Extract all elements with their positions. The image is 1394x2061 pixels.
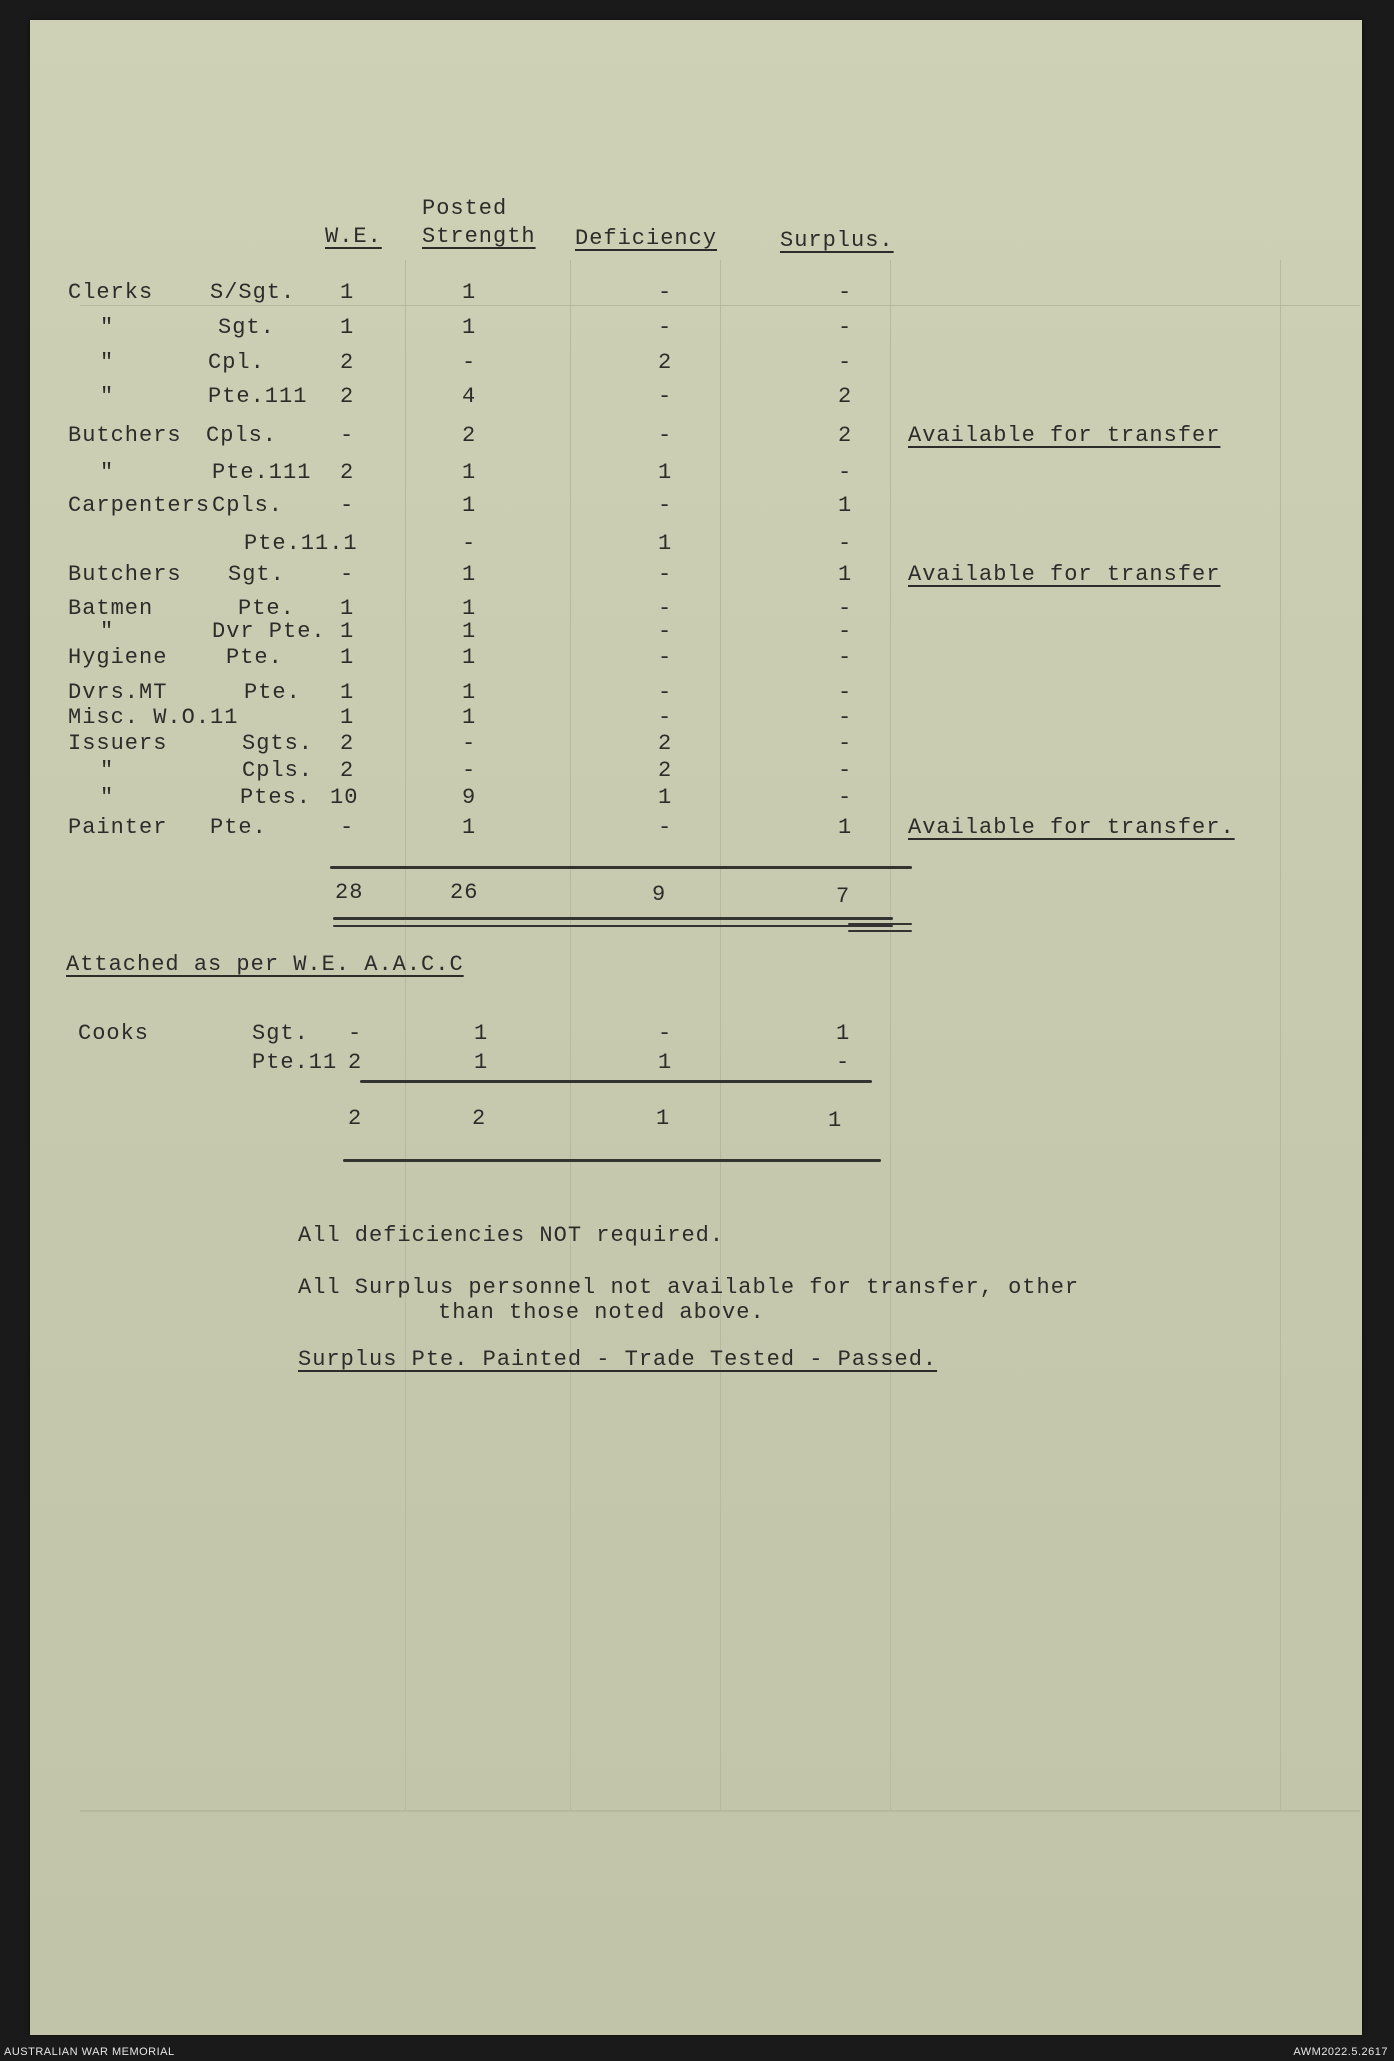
attached-cell-rank: Pte.11 [252,1050,338,1075]
table-cell-we: - [340,423,355,448]
table-cell-we: 1 [340,619,355,644]
table-cell-rank: Pte. [238,596,295,621]
note-deficiencies: All deficiencies NOT required. [298,1223,725,1248]
table-cell-strength: 1 [462,460,477,485]
header-surplus: Surplus. [780,228,894,253]
footer-reference: AWM2022.5.2617 [1293,2046,1388,2058]
table-cell-deficiency: - [658,562,673,587]
table-cell-note: Available for transfer [908,562,1221,587]
table-cell-strength: 2 [462,423,477,448]
table-cell-we: - [340,562,355,587]
table-cell-surplus: - [838,731,853,756]
table-cell-surplus: - [838,531,853,556]
header-posted: Posted [422,196,508,221]
table-cell-surplus: - [838,280,853,305]
attached-cell-deficiency: - [658,1021,673,1046]
note-trade-tested: Surplus Pte. Painted - Trade Tested - Passed. [298,1347,938,1372]
table-cell-we: - [340,493,355,518]
table-cell-strength: 1 [462,680,477,705]
table-cell-strength: 1 [462,705,477,730]
table-cell-deficiency: - [658,423,673,448]
table-cell-strength: 1 [462,596,477,621]
table-cell-we: 1 [340,705,355,730]
table-cell-surplus: - [838,785,853,810]
table-cell-we: - [340,815,355,840]
table-cell-we: 2 [340,731,355,756]
table-cell-trade: Clerks [68,280,154,305]
surplus-double-rule [848,923,912,925]
table-cell-surplus: 2 [838,384,853,409]
table-cell-deficiency: 1 [658,531,673,556]
document-page [30,20,1362,2035]
table-cell-strength: 1 [462,645,477,670]
table-cell-rank: Pte.111 [212,460,312,485]
table-cell-rank: Pte.11.1 [244,531,358,556]
table-cell-strength: 1 [462,619,477,644]
table-cell-rank: Cpls. [212,493,284,518]
table-cell-we: 2 [340,758,355,783]
table-cell-surplus: 1 [838,562,853,587]
table-cell-surplus: 1 [838,815,853,840]
table-cell-we: 1 [340,645,355,670]
table-cell-surplus: - [838,596,853,621]
table-cell-strength: - [462,731,477,756]
table-cell-surplus: - [838,645,853,670]
table-cell-deficiency: 2 [658,350,673,375]
table-cell-surplus: 2 [838,423,853,448]
note-surplus-line-1: All Surplus personnel not available for transfer, other [298,1275,1080,1300]
table-cell-rank: Pte.111 [208,384,308,409]
attached-heading: Attached as per W.E. A.A.C.C [66,952,464,977]
table-cell-we: 1 [340,280,355,305]
table-cell-trade: " [100,619,115,644]
attached-cell-trade: Cooks [78,1021,150,1046]
table-cell-trade: " [100,785,115,810]
table-cell-deficiency: 2 [658,731,673,756]
table-cell-deficiency: - [658,493,673,518]
table-cell-deficiency: 1 [658,785,673,810]
table-cell-deficiency: 1 [658,460,673,485]
table-cell-trade: Dvrs.MT [68,680,168,705]
total-surplus: 7 [836,884,851,909]
table-cell-rank: Dvr Pte. [212,619,326,644]
table-cell-deficiency: - [658,815,673,840]
header-we: W.E. [325,224,382,249]
header-deficiency: Deficiency [575,226,718,251]
table-cell-rank: Sgt. [228,562,285,587]
totals-double-rule-2 [333,925,893,927]
attached-cell-rank: Sgt. [252,1021,309,1046]
attached-totals-rule [360,1080,872,1083]
table-cell-deficiency: - [658,280,673,305]
ghost-column [405,260,406,1810]
table-cell-trade: Butchers [68,562,182,587]
attached-total-strength: 2 [472,1106,487,1131]
table-cell-trade: Misc. W.O.11 [68,705,239,730]
header-strength: Strength [422,224,536,249]
table-cell-deficiency: 2 [658,758,673,783]
table-cell-trade: " [100,315,115,340]
table-cell-trade: Painter [68,815,168,840]
table-cell-deficiency: - [658,384,673,409]
table-cell-surplus: - [838,619,853,644]
table-cell-rank: Cpls. [206,423,278,448]
table-cell-trade: Butchers [68,423,182,448]
attached-bottom-rule [343,1159,881,1162]
total-we: 28 [335,880,364,905]
ghost-column [1280,260,1281,1810]
table-cell-trade: Batmen [68,596,154,621]
table-cell-surplus: - [838,705,853,730]
table-cell-trade: " [100,350,115,375]
attached-total-we: 2 [348,1106,363,1131]
table-cell-rank: S/Sgt. [210,280,296,305]
ghost-rule [80,1810,1360,1812]
table-cell-note: Available for transfer [908,423,1221,448]
table-cell-surplus: - [838,315,853,340]
table-cell-trade: " [100,384,115,409]
note-surplus-line-2: than those noted above. [438,1300,765,1325]
table-cell-trade: Carpenters [68,493,211,518]
table-cell-strength: 1 [462,493,477,518]
table-cell-rank: Sgt. [218,315,275,340]
attached-total-deficiency: 1 [656,1106,671,1131]
table-cell-strength: 1 [462,562,477,587]
table-cell-trade: Issuers [68,731,168,756]
attached-cell-strength: 1 [474,1021,489,1046]
attached-total-surplus: 1 [828,1108,843,1133]
table-cell-deficiency: - [658,619,673,644]
ghost-column [890,260,891,1810]
attached-cell-surplus: - [836,1050,851,1075]
table-cell-we: 1 [340,315,355,340]
table-cell-strength: - [462,350,477,375]
table-cell-we: 1 [340,596,355,621]
surplus-double-rule [848,930,912,932]
table-cell-note: Available for transfer. [908,815,1235,840]
table-cell-rank: Sgts. [242,731,314,756]
table-cell-trade: " [100,758,115,783]
table-cell-surplus: - [838,460,853,485]
ghost-column [570,260,571,1810]
attached-cell-we: 2 [348,1050,363,1075]
table-cell-trade: " [100,460,115,485]
table-cell-surplus: - [838,350,853,375]
table-cell-rank: Pte. [210,815,267,840]
attached-cell-deficiency: 1 [658,1050,673,1075]
table-cell-deficiency: - [658,645,673,670]
table-cell-strength: 4 [462,384,477,409]
table-cell-we: 1 [340,680,355,705]
table-cell-we: 2 [340,384,355,409]
table-cell-we: 2 [340,350,355,375]
table-cell-surplus: - [838,680,853,705]
table-cell-rank: Cpls. [242,758,314,783]
table-cell-strength: 9 [462,785,477,810]
table-cell-we: 10 [330,785,359,810]
table-cell-rank: Pte. [244,680,301,705]
table-cell-we: 2 [340,460,355,485]
total-strength: 26 [450,880,479,905]
footer-archive-name: AUSTRALIAN WAR MEMORIAL [4,2046,175,2058]
attached-cell-strength: 1 [474,1050,489,1075]
totals-rule [330,866,912,869]
table-cell-strength: 1 [462,315,477,340]
table-cell-deficiency: - [658,680,673,705]
table-cell-rank: Cpl. [208,350,265,375]
table-cell-deficiency: - [658,596,673,621]
table-cell-strength: - [462,758,477,783]
table-cell-rank: Pte. [226,645,283,670]
table-cell-deficiency: - [658,315,673,340]
total-deficiency: 9 [652,882,667,907]
table-cell-surplus: 1 [838,493,853,518]
ghost-column [720,260,721,1810]
table-cell-strength: 1 [462,280,477,305]
table-cell-deficiency: - [658,705,673,730]
totals-double-rule-1 [333,917,893,920]
table-cell-strength: 1 [462,815,477,840]
table-cell-strength: - [462,531,477,556]
table-cell-trade: Hygiene [68,645,168,670]
attached-cell-we: - [348,1021,363,1046]
table-cell-rank: Ptes. [240,785,312,810]
attached-cell-surplus: 1 [836,1021,851,1046]
table-cell-surplus: - [838,758,853,783]
